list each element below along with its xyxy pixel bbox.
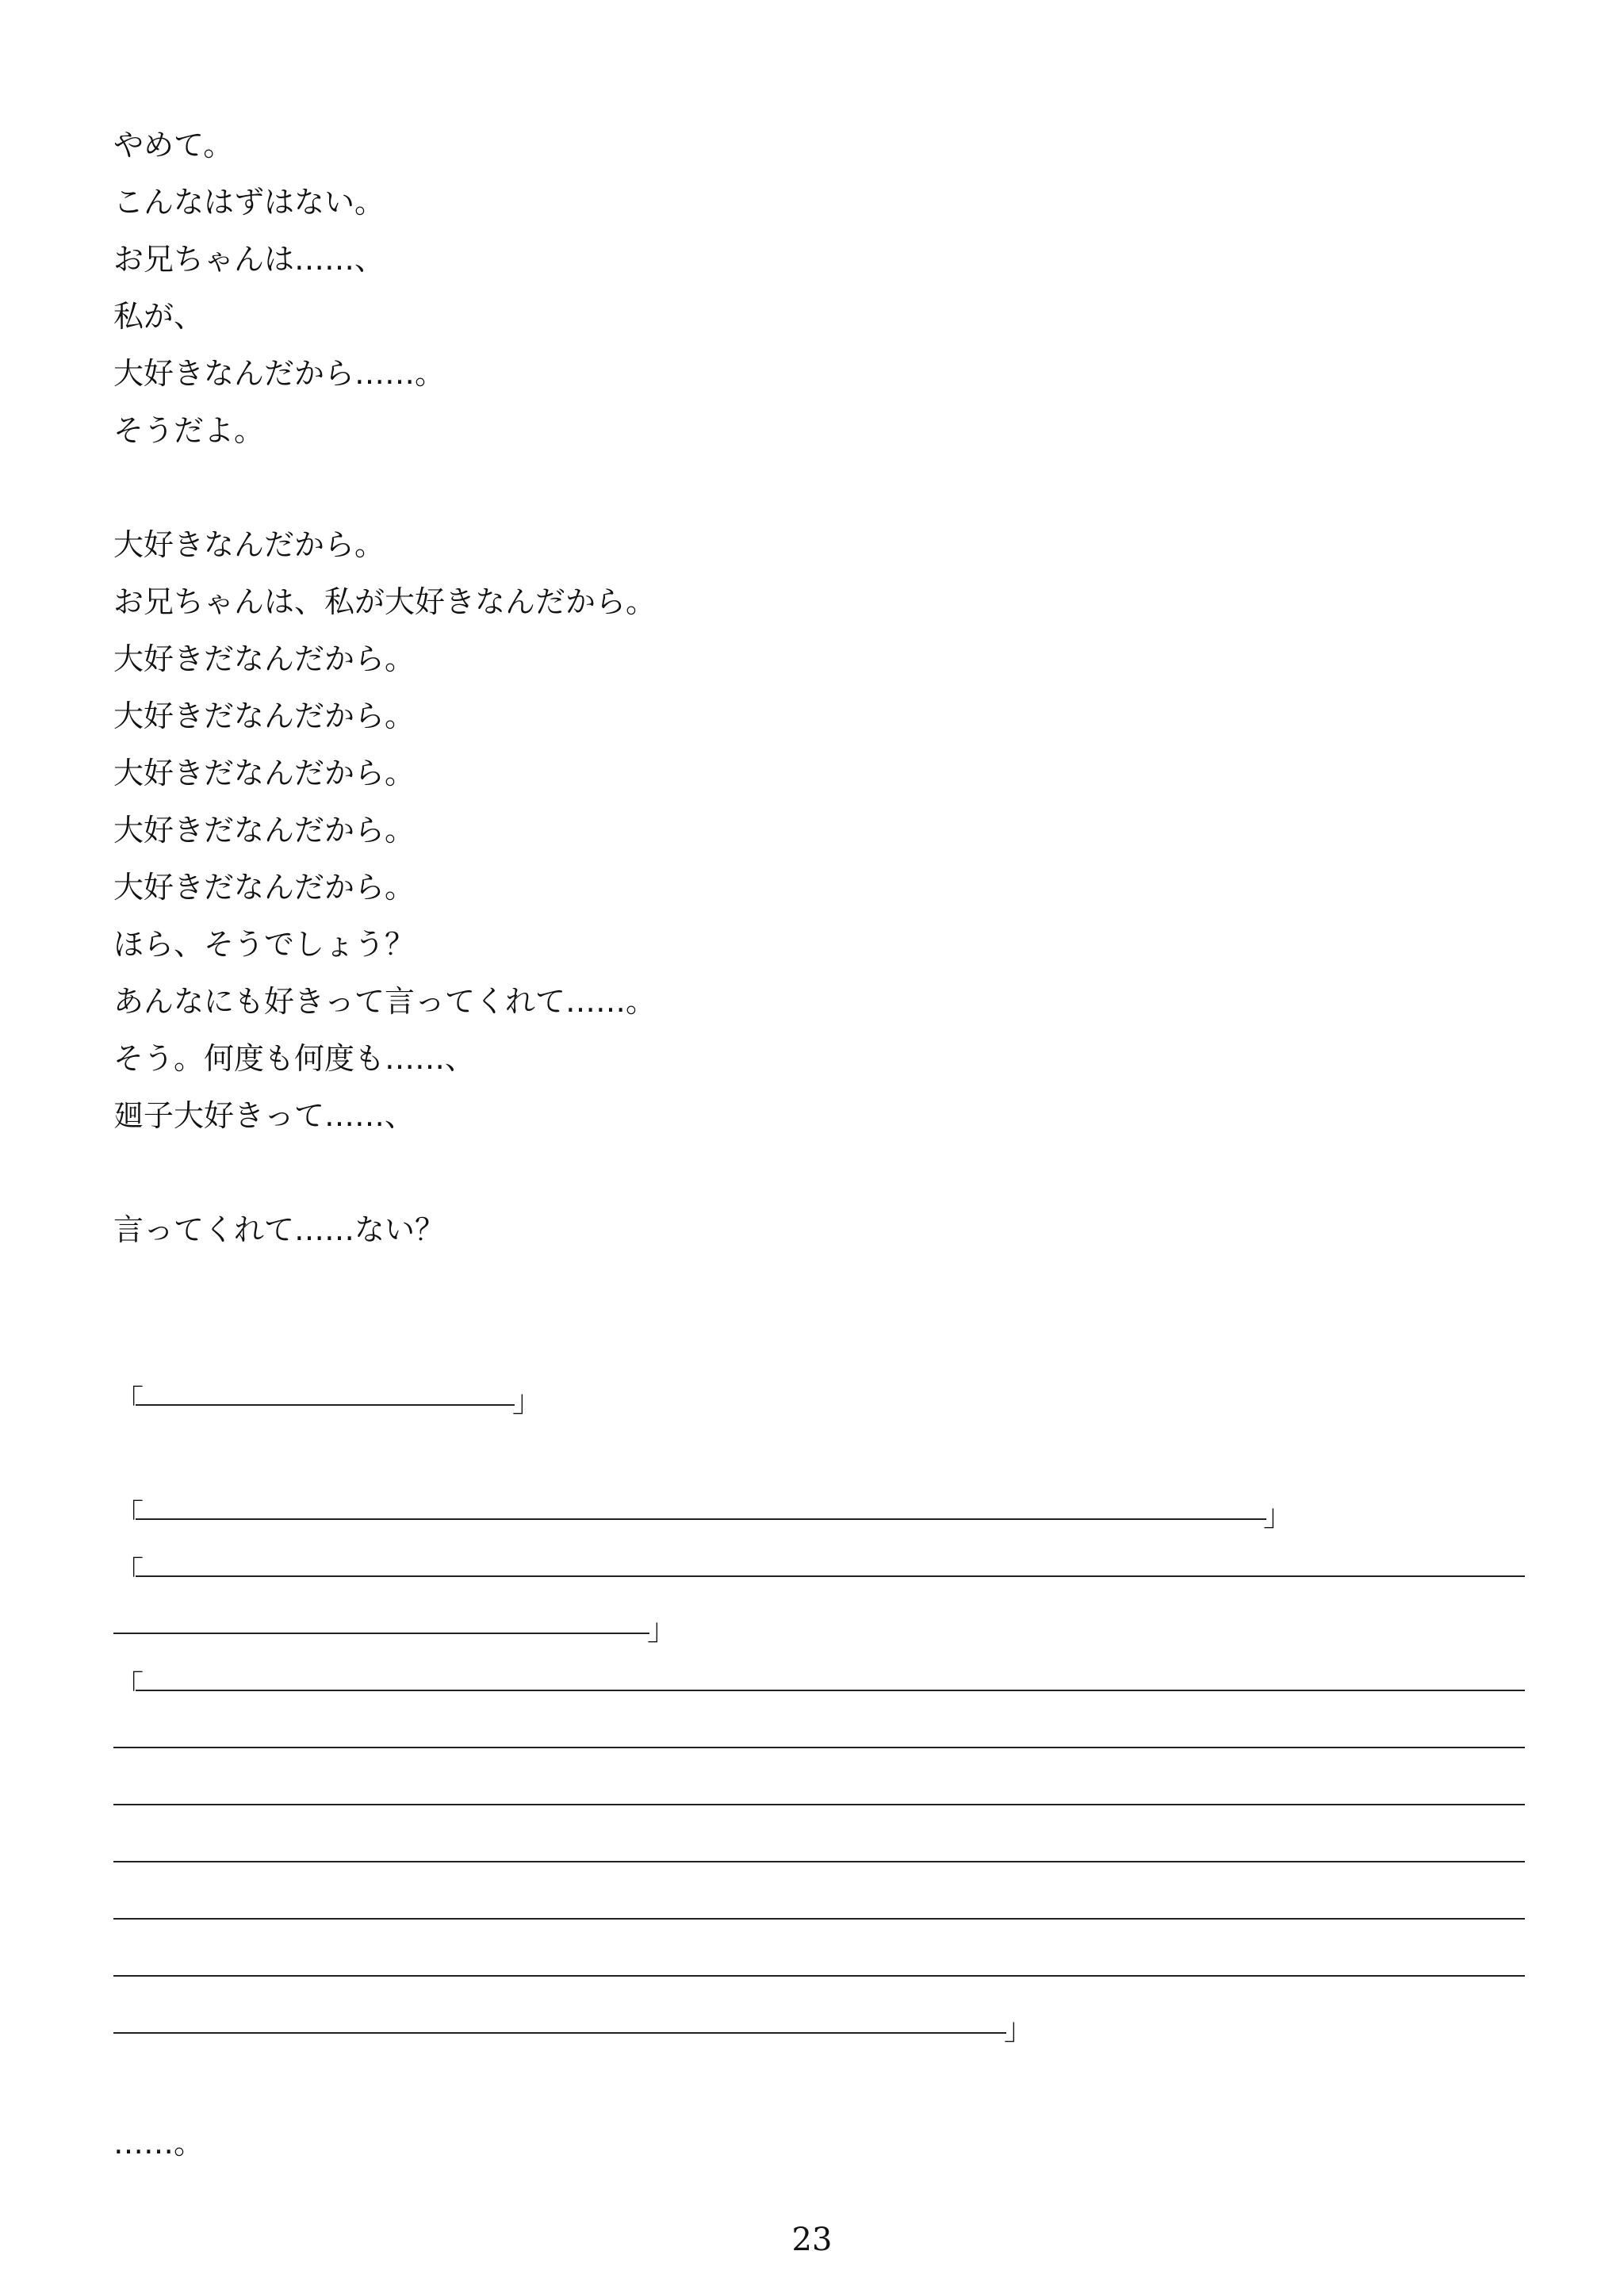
open-bracket: 「 (113, 1555, 144, 1590)
close-bracket: 」 (1263, 1498, 1294, 1533)
dialogue-line-wrap-end (113, 1610, 684, 1649)
dash-line (136, 1518, 1266, 1520)
text-line: 大好きだなんだから。 (113, 699, 416, 733)
text-line: あんなにも好きって言ってくれて……。 (113, 984, 657, 1019)
text-line: こんなはずはない。 (113, 185, 385, 220)
close-bracket: 」 (512, 1384, 543, 1418)
dash-line (136, 1404, 515, 1406)
dialogue-line-wrap-end (113, 2009, 1049, 2049)
dialogue-line-wrap (113, 1838, 1525, 1878)
dash-line (113, 1861, 1525, 1862)
text-line: 大好きだなんだから。 (113, 756, 416, 790)
dash-line (113, 2032, 1006, 2034)
dash-line (113, 1918, 1525, 1920)
dialogue-line-wrap (113, 1724, 1525, 1763)
dash-line (113, 1975, 1525, 1977)
dialogue-line-wrap-start (113, 1667, 1525, 1706)
open-bracket: 「 (113, 1384, 144, 1418)
text-line: 大好きなんだから……。 (113, 356, 446, 391)
text-line: ほら、そうでしょう？ (113, 927, 416, 962)
open-bracket: 「 (113, 1669, 144, 1704)
page-number: 23 (791, 2222, 833, 2258)
dialogue-line-wrap (113, 1895, 1525, 1935)
text-line: 大好きだなんだから。 (113, 870, 416, 905)
open-bracket: 「 (113, 1498, 144, 1533)
text-line: 言ってくれて……ない？ (113, 1212, 446, 1247)
dialogue-line-short (113, 1381, 542, 1421)
dash-line (136, 1575, 1525, 1577)
dialogue-line-long (113, 1495, 1303, 1535)
text-line: 大好きだなんだから。 (113, 813, 416, 848)
text-line: やめて。 (113, 128, 234, 163)
dash-line (113, 1633, 649, 1634)
dialogue-line-wrap (113, 1781, 1525, 1820)
text-line: 私が、 (113, 299, 205, 334)
text-line: お兄ちゃんは、私が大好きなんだから。 (113, 584, 657, 619)
dash-line (136, 1690, 1525, 1691)
text-line: 廻子大好きって……、 (113, 1098, 416, 1133)
text-line: そう。何度も何度も……、 (113, 1041, 476, 1076)
dialogue-line-wrap (113, 1952, 1525, 1992)
dash-line (113, 1804, 1525, 1805)
text-line: ……。 (113, 2126, 205, 2161)
dialogue-line-wrap-start (113, 1552, 1525, 1592)
dash-line (113, 1747, 1525, 1748)
text-line: 大好きだなんだから。 (113, 641, 416, 676)
close-bracket: 」 (1004, 2012, 1035, 2046)
close-bracket: 」 (647, 1612, 678, 1647)
text-line: そうだよ。 (113, 413, 265, 448)
text-line: お兄ちゃんは……、 (113, 242, 385, 277)
text-line: 大好きなんだから。 (113, 527, 385, 562)
